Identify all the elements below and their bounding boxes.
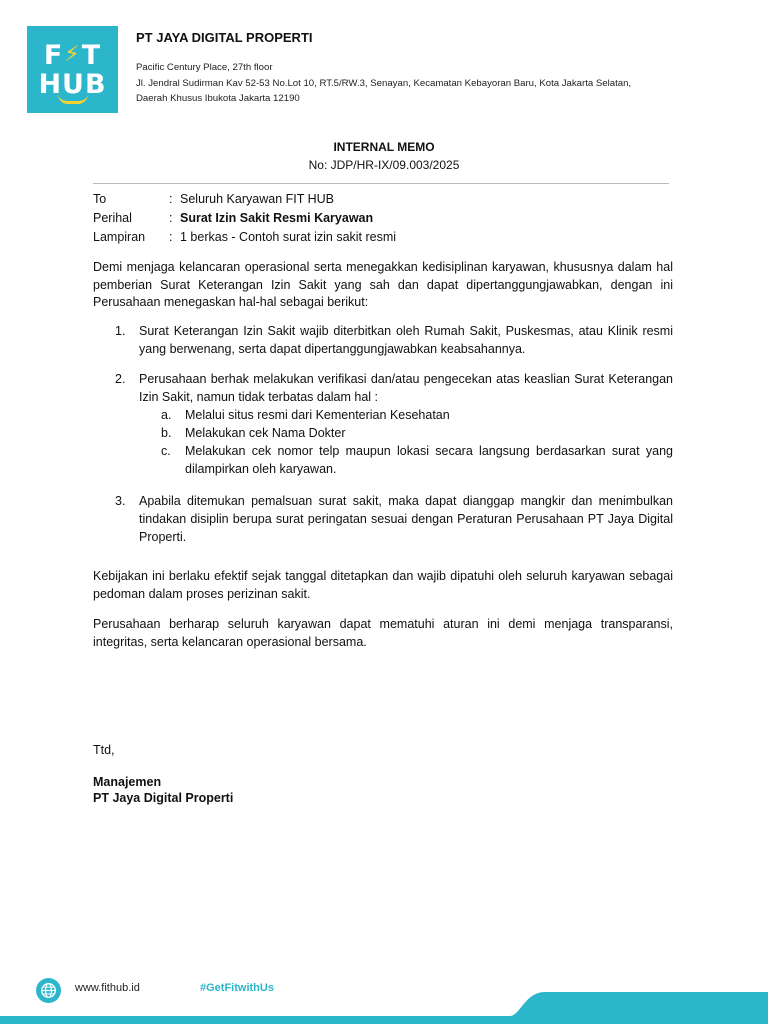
- list-item: [93, 370, 673, 478]
- lightning-bolt-icon: ⚡: [64, 42, 81, 67]
- sub-list-text: Melalui situs resmi dari Kementerian Kesehatan: [185, 408, 450, 422]
- list-marker: 2.: [115, 372, 126, 386]
- list-item-text: Surat Keterangan Izin Sakit wajib diterbitkan oleh Rumah Sakit, Puskesmas, atau Klinik resmi yang berwenang, serta dapat dipertanggungjawabkan keabsahannya.: [139, 324, 673, 356]
- intro-paragraph: Demi menjaga kelancaran operasional serta menegakkan kedisiplinan karyawan, khususnya dalam hal pemberian Surat Keterangan Izin Sakit yang sah dan dapat dipertanggungjawabkan, dengan ini Perusahaan menegaskan hal-hal sebagai berikut:: [93, 260, 673, 309]
- footer-hashtag: #GetFitwithUs: [200, 982, 274, 994]
- globe-icon: [36, 978, 61, 1003]
- logo-smile-icon: [58, 94, 88, 104]
- meta-row-lampiran: [93, 228, 653, 247]
- meta-value: Seluruh Karyawan FIT HUB: [180, 192, 334, 206]
- address-line-3: Daerah Khusus Ibukota Jakarta 12190: [136, 93, 300, 104]
- sub-list-item: [139, 442, 673, 478]
- meta-colon: :: [169, 230, 173, 244]
- address-line-1: Pacific Century Place, 27th floor: [136, 62, 273, 73]
- closing-paragraph: Perusahaan berharap seluruh karyawan dapat mematuhi aturan ini demi menjaga transparansi, integritas, serta kelancaran operasional bersama.: [93, 617, 673, 649]
- list-item: [93, 322, 673, 358]
- signature-company: PT Jaya Digital Properti: [93, 791, 234, 805]
- memo-title: INTERNAL MEMO: [333, 140, 435, 154]
- logo-line1: [43, 39, 102, 71]
- sub-list-item: [139, 406, 673, 424]
- logo-hub-text: HUB: [38, 68, 107, 100]
- meta-row-perihal: [93, 209, 653, 228]
- meta-value: 1 berkas - Contoh surat izin sakit resmi: [180, 230, 397, 244]
- company-name: PT JAYA DIGITAL PROPERTI: [136, 30, 313, 45]
- sub-list-marker: c.: [161, 444, 171, 458]
- list-marker: 1.: [115, 324, 126, 338]
- meta-row-to: [93, 190, 653, 209]
- policy-paragraph: Kebijakan ini berlaku efektif sejak tanggal ditetapkan dan wajib dipatuhi oleh seluruh karyawan sebagai pedoman dalam proses perizinan sakit.: [93, 569, 673, 601]
- sub-list-text: Melakukan cek Nama Dokter: [185, 426, 346, 440]
- meta-colon: :: [169, 211, 173, 225]
- signature-ttd: Ttd,: [93, 743, 115, 757]
- logo-letter-t: T: [81, 39, 102, 71]
- meta-label: Perihal: [93, 211, 132, 225]
- logo-letter-f: F: [43, 39, 64, 71]
- footer-wave: [0, 990, 768, 1024]
- list-item: [93, 492, 673, 546]
- address-line-2: Jl. Jendral Sudirman Kav 52-53 No.Lot 10, RT.5/RW.3, Senayan, Kecamatan Kebayoran Baru, Kota Jakarta Selatan,: [136, 77, 632, 89]
- logo-line2: [38, 68, 107, 100]
- sub-list: [93, 406, 673, 478]
- memo-meta: [93, 190, 653, 247]
- meta-label: To: [93, 192, 107, 206]
- footer-website-link[interactable]: www.fithub.id: [75, 982, 140, 994]
- sub-list-marker: b.: [161, 426, 172, 440]
- sub-list-marker: a.: [161, 408, 172, 422]
- signature-role: Manajemen: [93, 775, 162, 789]
- list-item-text: Apabila ditemukan pemalsuan surat sakit, maka dapat dianggap mangkir dan menimbulkan tindakan disiplin berupa surat peringatan sesuai dengan Peraturan Perusahaan PT Jaya Digital Properti.: [139, 494, 673, 544]
- list-item-text: Perusahaan berhak melakukan verifikasi dan/atau pengecekan atas keaslian Surat Keterangan Izin Sakit, namun tidak terbatas dalam hal :: [139, 372, 673, 404]
- numbered-list: [93, 322, 673, 558]
- meta-label: Lampiran: [93, 230, 146, 244]
- fit-hub-logo: [27, 26, 118, 113]
- sub-list-text: Melakukan cek nomor telp maupun lokasi secara langsung berdasarkan surat yang dilampirkan oleh karyawan.: [185, 444, 673, 476]
- company-address: [136, 60, 696, 107]
- memo-number: No: JDP/HR-IX/09.003/2025: [308, 158, 460, 172]
- list-marker: 3.: [115, 494, 126, 508]
- meta-colon: :: [169, 192, 173, 206]
- signature-block: [93, 774, 233, 806]
- sub-list-item: [139, 424, 673, 442]
- header-divider: [93, 183, 669, 184]
- meta-value: Surat Izin Sakit Resmi Karyawan: [180, 211, 374, 225]
